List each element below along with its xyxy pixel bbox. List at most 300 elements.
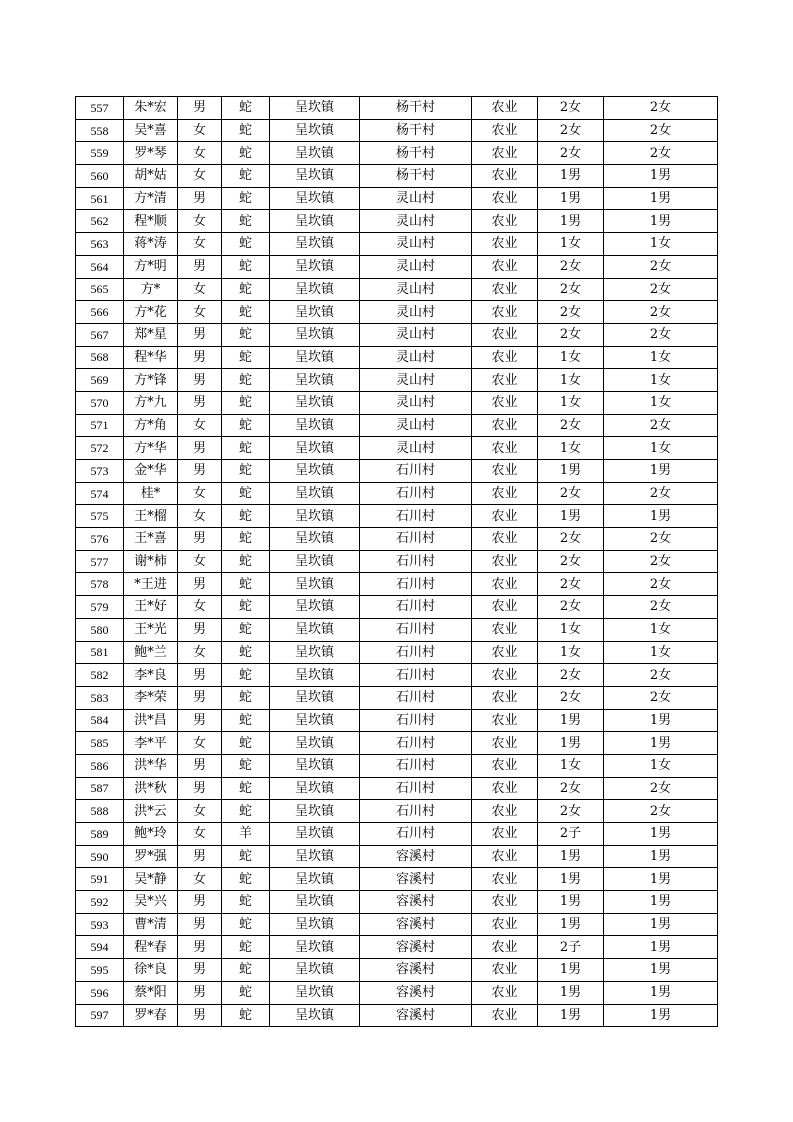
- zodiac-cell: 蛇: [222, 278, 270, 301]
- village-cell: 容溪村: [360, 1004, 472, 1027]
- children-cell: 2女: [538, 414, 604, 437]
- children-alt-cell: 2女: [604, 596, 718, 619]
- name-cell: 洪*昌: [124, 709, 178, 732]
- town-cell: 呈坎镇: [270, 845, 360, 868]
- gender-cell: 女: [178, 210, 222, 233]
- table-row: [76, 482, 718, 505]
- gender-cell: 女: [178, 301, 222, 324]
- name-cell: 李*平: [124, 732, 178, 755]
- row-number-cell: 576: [76, 528, 124, 551]
- zodiac-cell: 蛇: [222, 913, 270, 936]
- table-row: [76, 641, 718, 664]
- zodiac-cell: 蛇: [222, 550, 270, 573]
- table-row: [76, 165, 718, 188]
- name-cell: 吴*喜: [124, 119, 178, 142]
- row-number-cell: 584: [76, 709, 124, 732]
- zodiac-cell: 蛇: [222, 346, 270, 369]
- zodiac-cell: 蛇: [222, 233, 270, 256]
- village-cell: 容溪村: [360, 959, 472, 982]
- children-cell: 1男: [538, 959, 604, 982]
- town-cell: 呈坎镇: [270, 97, 360, 120]
- children-cell: 2女: [538, 278, 604, 301]
- gender-cell: 男: [178, 255, 222, 278]
- zodiac-cell: 蛇: [222, 187, 270, 210]
- gender-cell: 男: [178, 528, 222, 551]
- table-row: [76, 460, 718, 483]
- row-number-cell: 559: [76, 142, 124, 165]
- zodiac-cell: 蛇: [222, 981, 270, 1004]
- occupation-cell: 农业: [472, 596, 538, 619]
- children-alt-cell: 2女: [604, 573, 718, 596]
- row-number-cell: 561: [76, 187, 124, 210]
- occupation-cell: 农业: [472, 97, 538, 120]
- gender-cell: 女: [178, 142, 222, 165]
- zodiac-cell: 蛇: [222, 891, 270, 914]
- children-alt-cell: 1女: [604, 391, 718, 414]
- table-row: [76, 414, 718, 437]
- row-number-cell: 568: [76, 346, 124, 369]
- name-cell: 徐*良: [124, 959, 178, 982]
- occupation-cell: 农业: [472, 323, 538, 346]
- town-cell: 呈坎镇: [270, 482, 360, 505]
- children-alt-cell: 1男: [604, 981, 718, 1004]
- row-number-cell: 589: [76, 823, 124, 846]
- children-cell: 1男: [538, 845, 604, 868]
- row-number-cell: 593: [76, 913, 124, 936]
- name-cell: 罗*琴: [124, 142, 178, 165]
- zodiac-cell: 蛇: [222, 414, 270, 437]
- gender-cell: 女: [178, 596, 222, 619]
- row-number-cell: 582: [76, 664, 124, 687]
- name-cell: 曹*清: [124, 913, 178, 936]
- table-row: [76, 210, 718, 233]
- village-cell: 灵山村: [360, 391, 472, 414]
- children-alt-cell: 2女: [604, 119, 718, 142]
- gender-cell: 女: [178, 868, 222, 891]
- children-alt-cell: 2女: [604, 278, 718, 301]
- town-cell: 呈坎镇: [270, 618, 360, 641]
- children-alt-cell: 1男: [604, 709, 718, 732]
- occupation-cell: 农业: [472, 255, 538, 278]
- children-alt-cell: 2女: [604, 777, 718, 800]
- children-cell: 1女: [538, 437, 604, 460]
- occupation-cell: 农业: [472, 913, 538, 936]
- children-alt-cell: 1男: [604, 505, 718, 528]
- row-number-cell: 590: [76, 845, 124, 868]
- children-alt-cell: 2女: [604, 550, 718, 573]
- children-alt-cell: 1女: [604, 233, 718, 256]
- row-number-cell: 595: [76, 959, 124, 982]
- row-number-cell: 565: [76, 278, 124, 301]
- row-number-cell: 566: [76, 301, 124, 324]
- children-cell: 2女: [538, 482, 604, 505]
- row-number-cell: 591: [76, 868, 124, 891]
- children-alt-cell: 1男: [604, 868, 718, 891]
- name-cell: 谢*柿: [124, 550, 178, 573]
- name-cell: 方*: [124, 278, 178, 301]
- town-cell: 呈坎镇: [270, 936, 360, 959]
- children-cell: 2女: [538, 777, 604, 800]
- name-cell: 洪*华: [124, 754, 178, 777]
- gender-cell: 男: [178, 618, 222, 641]
- name-cell: 程*华: [124, 346, 178, 369]
- zodiac-cell: 蛇: [222, 1004, 270, 1027]
- name-cell: 程*春: [124, 936, 178, 959]
- children-cell: 1男: [538, 210, 604, 233]
- town-cell: 呈坎镇: [270, 505, 360, 528]
- occupation-cell: 农业: [472, 528, 538, 551]
- name-cell: 方*花: [124, 301, 178, 324]
- occupation-cell: 农业: [472, 823, 538, 846]
- town-cell: 呈坎镇: [270, 187, 360, 210]
- occupation-cell: 农业: [472, 187, 538, 210]
- children-alt-cell: 2女: [604, 482, 718, 505]
- children-cell: 2女: [538, 800, 604, 823]
- occupation-cell: 农业: [472, 550, 538, 573]
- occupation-cell: 农业: [472, 777, 538, 800]
- occupation-cell: 农业: [472, 891, 538, 914]
- table-body: [76, 97, 718, 1027]
- children-cell: 2女: [538, 573, 604, 596]
- children-cell: 1男: [538, 868, 604, 891]
- village-cell: 石川村: [360, 664, 472, 687]
- row-number-cell: 560: [76, 165, 124, 188]
- children-cell: 1女: [538, 641, 604, 664]
- gender-cell: 女: [178, 505, 222, 528]
- town-cell: 呈坎镇: [270, 596, 360, 619]
- name-cell: 金*华: [124, 460, 178, 483]
- name-cell: 吴*兴: [124, 891, 178, 914]
- occupation-cell: 农业: [472, 845, 538, 868]
- row-number-cell: 580: [76, 618, 124, 641]
- town-cell: 呈坎镇: [270, 255, 360, 278]
- town-cell: 呈坎镇: [270, 437, 360, 460]
- table-row: [76, 255, 718, 278]
- children-cell: 1男: [538, 732, 604, 755]
- zodiac-cell: 蛇: [222, 800, 270, 823]
- row-number-cell: 596: [76, 981, 124, 1004]
- table-row: [76, 391, 718, 414]
- table-row: [76, 754, 718, 777]
- zodiac-cell: 蛇: [222, 323, 270, 346]
- zodiac-cell: 羊: [222, 823, 270, 846]
- children-alt-cell: 1男: [604, 891, 718, 914]
- gender-cell: 女: [178, 165, 222, 188]
- town-cell: 呈坎镇: [270, 165, 360, 188]
- gender-cell: 男: [178, 97, 222, 120]
- zodiac-cell: 蛇: [222, 301, 270, 324]
- village-cell: 容溪村: [360, 891, 472, 914]
- gender-cell: 男: [178, 460, 222, 483]
- zodiac-cell: 蛇: [222, 959, 270, 982]
- village-cell: 石川村: [360, 777, 472, 800]
- row-number-cell: 586: [76, 754, 124, 777]
- children-cell: 1男: [538, 187, 604, 210]
- zodiac-cell: 蛇: [222, 845, 270, 868]
- town-cell: 呈坎镇: [270, 754, 360, 777]
- children-alt-cell: 2女: [604, 255, 718, 278]
- village-cell: 石川村: [360, 618, 472, 641]
- village-cell: 石川村: [360, 754, 472, 777]
- children-alt-cell: 2女: [604, 528, 718, 551]
- name-cell: 郑*星: [124, 323, 178, 346]
- village-cell: 石川村: [360, 686, 472, 709]
- zodiac-cell: 蛇: [222, 664, 270, 687]
- name-cell: 王*喜: [124, 528, 178, 551]
- village-cell: 灵山村: [360, 255, 472, 278]
- occupation-cell: 农业: [472, 301, 538, 324]
- gender-cell: 男: [178, 573, 222, 596]
- occupation-cell: 农业: [472, 369, 538, 392]
- children-cell: 2子: [538, 823, 604, 846]
- zodiac-cell: 蛇: [222, 460, 270, 483]
- zodiac-cell: 蛇: [222, 868, 270, 891]
- table-row: [76, 528, 718, 551]
- children-cell: 2女: [538, 686, 604, 709]
- town-cell: 呈坎镇: [270, 414, 360, 437]
- children-alt-cell: 2女: [604, 664, 718, 687]
- table-row: [76, 369, 718, 392]
- table-row: [76, 573, 718, 596]
- gender-cell: 男: [178, 686, 222, 709]
- name-cell: 方*明: [124, 255, 178, 278]
- town-cell: 呈坎镇: [270, 210, 360, 233]
- name-cell: 胡*姑: [124, 165, 178, 188]
- occupation-cell: 农业: [472, 686, 538, 709]
- village-cell: 灵山村: [360, 187, 472, 210]
- gender-cell: 男: [178, 913, 222, 936]
- gender-cell: 男: [178, 391, 222, 414]
- children-cell: 1男: [538, 505, 604, 528]
- zodiac-cell: 蛇: [222, 777, 270, 800]
- zodiac-cell: 蛇: [222, 437, 270, 460]
- row-number-cell: 572: [76, 437, 124, 460]
- town-cell: 呈坎镇: [270, 119, 360, 142]
- children-alt-cell: 1男: [604, 913, 718, 936]
- occupation-cell: 农业: [472, 800, 538, 823]
- row-number-cell: 597: [76, 1004, 124, 1027]
- zodiac-cell: 蛇: [222, 596, 270, 619]
- table-row: [76, 233, 718, 256]
- name-cell: 桂*: [124, 482, 178, 505]
- gender-cell: 女: [178, 641, 222, 664]
- zodiac-cell: 蛇: [222, 142, 270, 165]
- children-cell: 2女: [538, 323, 604, 346]
- village-cell: 容溪村: [360, 913, 472, 936]
- gender-cell: 男: [178, 754, 222, 777]
- village-cell: 石川村: [360, 709, 472, 732]
- children-alt-cell: 1男: [604, 823, 718, 846]
- gender-cell: 男: [178, 437, 222, 460]
- row-number-cell: 579: [76, 596, 124, 619]
- town-cell: 呈坎镇: [270, 460, 360, 483]
- village-cell: 石川村: [360, 732, 472, 755]
- children-cell: 1男: [538, 460, 604, 483]
- occupation-cell: 农业: [472, 981, 538, 1004]
- name-cell: 方*角: [124, 414, 178, 437]
- children-alt-cell: 1男: [604, 936, 718, 959]
- gender-cell: 女: [178, 823, 222, 846]
- gender-cell: 男: [178, 709, 222, 732]
- gender-cell: 男: [178, 959, 222, 982]
- town-cell: 呈坎镇: [270, 709, 360, 732]
- children-alt-cell: 1女: [604, 437, 718, 460]
- name-cell: *王进: [124, 573, 178, 596]
- table-row: [76, 596, 718, 619]
- table-row: [76, 323, 718, 346]
- children-cell: 1女: [538, 233, 604, 256]
- zodiac-cell: 蛇: [222, 936, 270, 959]
- gender-cell: 女: [178, 550, 222, 573]
- table-row: [76, 505, 718, 528]
- table-row: [76, 959, 718, 982]
- children-cell: 2女: [538, 550, 604, 573]
- children-alt-cell: 1男: [604, 165, 718, 188]
- row-number-cell: 557: [76, 97, 124, 120]
- name-cell: 吴*静: [124, 868, 178, 891]
- name-cell: 方*华: [124, 437, 178, 460]
- occupation-cell: 农业: [472, 414, 538, 437]
- name-cell: 洪*秋: [124, 777, 178, 800]
- name-cell: 洪*云: [124, 800, 178, 823]
- occupation-cell: 农业: [472, 1004, 538, 1027]
- zodiac-cell: 蛇: [222, 709, 270, 732]
- children-cell: 2女: [538, 97, 604, 120]
- zodiac-cell: 蛇: [222, 573, 270, 596]
- row-number-cell: 581: [76, 641, 124, 664]
- village-cell: 灵山村: [360, 233, 472, 256]
- village-cell: 容溪村: [360, 868, 472, 891]
- row-number-cell: 577: [76, 550, 124, 573]
- children-cell: 2女: [538, 142, 604, 165]
- town-cell: 呈坎镇: [270, 1004, 360, 1027]
- children-alt-cell: 2女: [604, 97, 718, 120]
- children-alt-cell: 2女: [604, 301, 718, 324]
- zodiac-cell: 蛇: [222, 732, 270, 755]
- occupation-cell: 农业: [472, 233, 538, 256]
- table-row: [76, 913, 718, 936]
- children-alt-cell: 2女: [604, 323, 718, 346]
- children-alt-cell: 1男: [604, 460, 718, 483]
- row-number-cell: 588: [76, 800, 124, 823]
- occupation-cell: 农业: [472, 346, 538, 369]
- occupation-cell: 农业: [472, 119, 538, 142]
- name-cell: 鲍*兰: [124, 641, 178, 664]
- children-alt-cell: 1男: [604, 210, 718, 233]
- zodiac-cell: 蛇: [222, 618, 270, 641]
- occupation-cell: 农业: [472, 754, 538, 777]
- village-cell: 灵山村: [360, 301, 472, 324]
- zodiac-cell: 蛇: [222, 97, 270, 120]
- town-cell: 呈坎镇: [270, 323, 360, 346]
- row-number-cell: 594: [76, 936, 124, 959]
- village-cell: 杨干村: [360, 97, 472, 120]
- gender-cell: 女: [178, 278, 222, 301]
- children-cell: 2女: [538, 596, 604, 619]
- village-cell: 容溪村: [360, 845, 472, 868]
- occupation-cell: 农业: [472, 142, 538, 165]
- village-cell: 杨干村: [360, 165, 472, 188]
- occupation-cell: 农业: [472, 165, 538, 188]
- gender-cell: 女: [178, 119, 222, 142]
- village-cell: 灵山村: [360, 369, 472, 392]
- row-number-cell: 571: [76, 414, 124, 437]
- children-alt-cell: 2女: [604, 414, 718, 437]
- zodiac-cell: 蛇: [222, 754, 270, 777]
- gender-cell: 女: [178, 233, 222, 256]
- table-row: [76, 142, 718, 165]
- table-row: [76, 891, 718, 914]
- row-number-cell: 592: [76, 891, 124, 914]
- zodiac-cell: 蛇: [222, 482, 270, 505]
- gender-cell: 女: [178, 414, 222, 437]
- children-alt-cell: 1女: [604, 641, 718, 664]
- row-number-cell: 563: [76, 233, 124, 256]
- occupation-cell: 农业: [472, 210, 538, 233]
- town-cell: 呈坎镇: [270, 346, 360, 369]
- children-cell: 2女: [538, 255, 604, 278]
- name-cell: 方*九: [124, 391, 178, 414]
- row-number-cell: 587: [76, 777, 124, 800]
- children-alt-cell: 1女: [604, 618, 718, 641]
- children-alt-cell: 1男: [604, 959, 718, 982]
- children-cell: 2女: [538, 664, 604, 687]
- village-cell: 杨干村: [360, 119, 472, 142]
- children-cell: 1女: [538, 618, 604, 641]
- table-row: [76, 709, 718, 732]
- gender-cell: 男: [178, 777, 222, 800]
- table-row: [76, 346, 718, 369]
- occupation-cell: 农业: [472, 573, 538, 596]
- gender-cell: 男: [178, 1004, 222, 1027]
- name-cell: 蒋*涛: [124, 233, 178, 256]
- table-row: [76, 301, 718, 324]
- occupation-cell: 农业: [472, 460, 538, 483]
- table-row: [76, 777, 718, 800]
- row-number-cell: 567: [76, 323, 124, 346]
- name-cell: 朱*宏: [124, 97, 178, 120]
- gender-cell: 男: [178, 664, 222, 687]
- row-number-cell: 583: [76, 686, 124, 709]
- table-row: [76, 868, 718, 891]
- children-cell: 2女: [538, 301, 604, 324]
- name-cell: 罗*强: [124, 845, 178, 868]
- town-cell: 呈坎镇: [270, 528, 360, 551]
- table-row: [76, 119, 718, 142]
- village-cell: 石川村: [360, 800, 472, 823]
- table-row: [76, 437, 718, 460]
- town-cell: 呈坎镇: [270, 981, 360, 1004]
- gender-cell: 男: [178, 323, 222, 346]
- town-cell: 呈坎镇: [270, 913, 360, 936]
- gender-cell: 男: [178, 891, 222, 914]
- town-cell: 呈坎镇: [270, 550, 360, 573]
- row-number-cell: 570: [76, 391, 124, 414]
- occupation-cell: 农业: [472, 482, 538, 505]
- village-cell: 容溪村: [360, 981, 472, 1004]
- gender-cell: 男: [178, 981, 222, 1004]
- town-cell: 呈坎镇: [270, 573, 360, 596]
- children-cell: 1男: [538, 709, 604, 732]
- gender-cell: 女: [178, 482, 222, 505]
- name-cell: 王*光: [124, 618, 178, 641]
- table-row: [76, 823, 718, 846]
- children-cell: 2子: [538, 936, 604, 959]
- table-row: [76, 278, 718, 301]
- town-cell: 呈坎镇: [270, 891, 360, 914]
- zodiac-cell: 蛇: [222, 528, 270, 551]
- row-number-cell: 574: [76, 482, 124, 505]
